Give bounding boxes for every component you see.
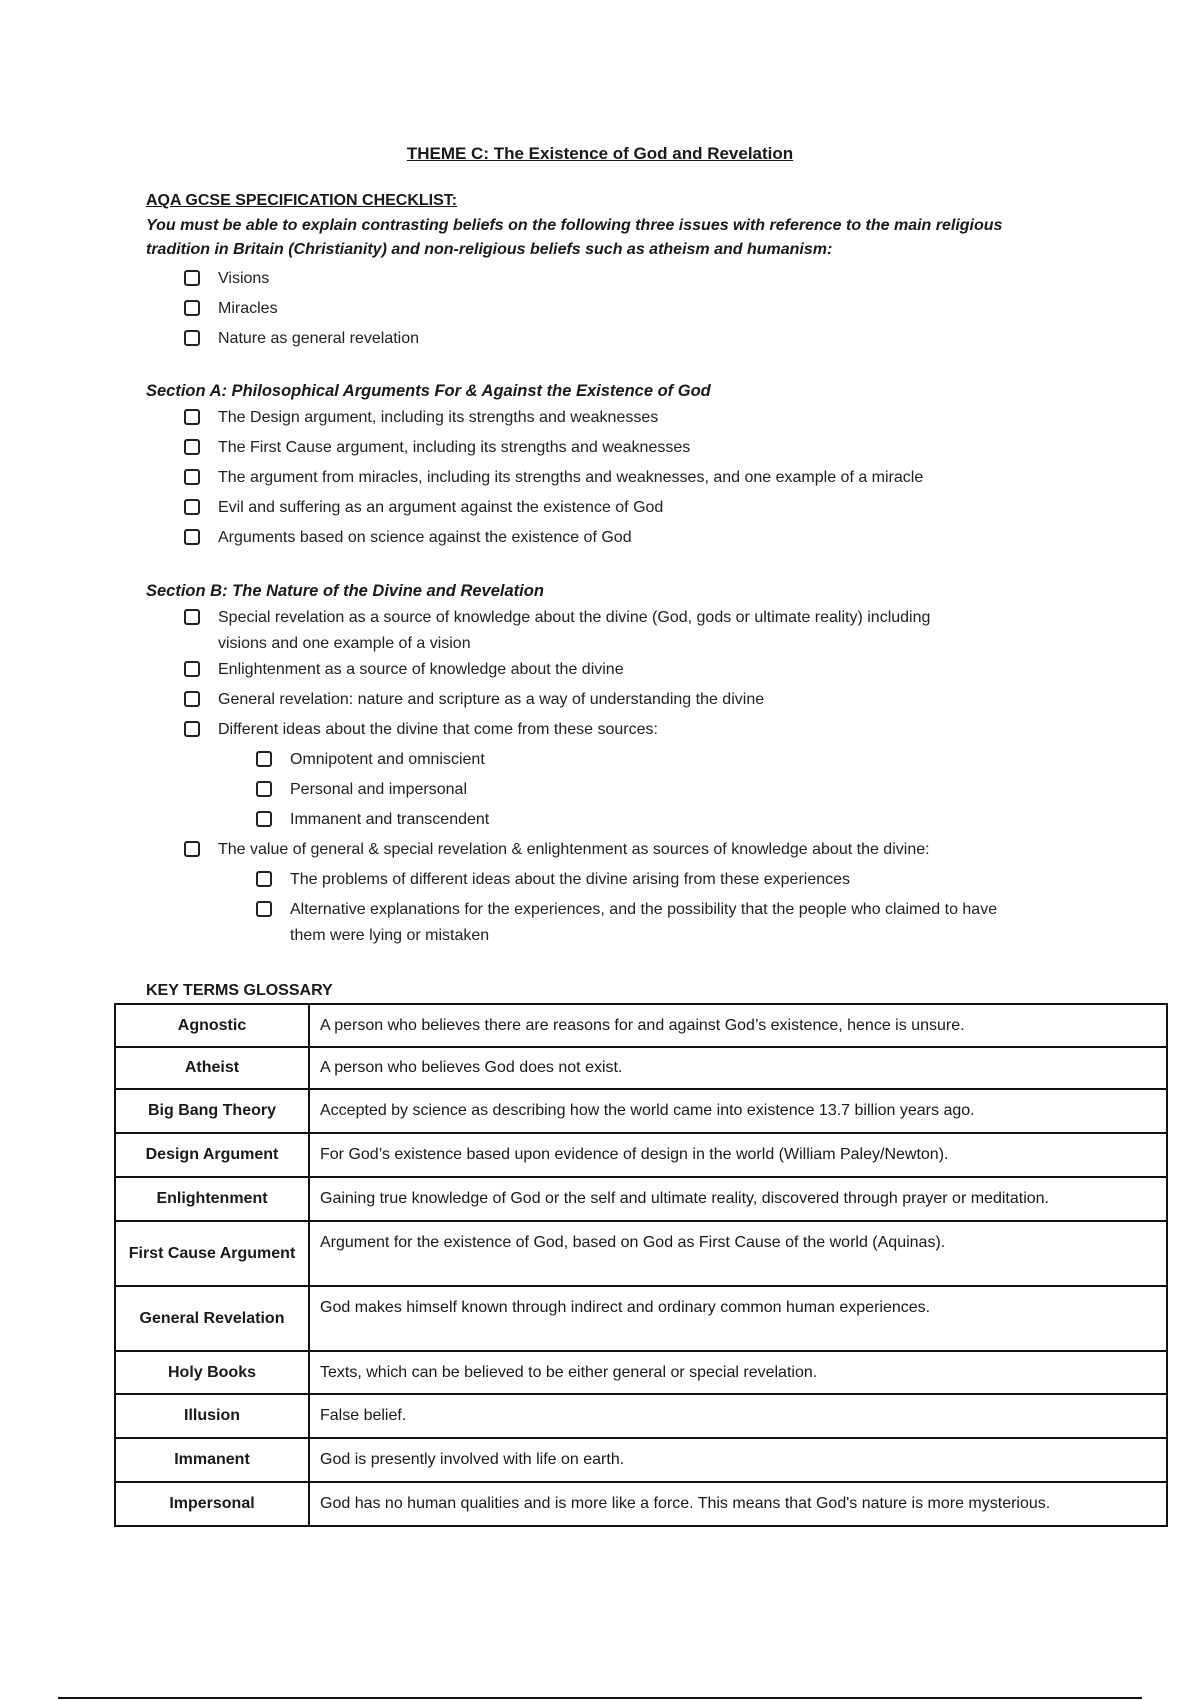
- checklist-subitem: Immanent and transcendent: [146, 807, 1066, 837]
- table-row: Illusion False belief.: [115, 1394, 1167, 1438]
- checkbox[interactable]: [256, 871, 272, 887]
- checklist-item: The value of general & special revelation & enlightenment as sources of knowledge about the divine:: [146, 837, 1066, 867]
- table-row: Immanent God is presently involved with life on earth.: [115, 1438, 1167, 1482]
- spec-heading: AQA GCSE SPECIFICATION CHECKLIST:: [146, 192, 458, 209]
- section-a: [146, 382, 1066, 555]
- table-row: Atheist A person who believes God does not exist.: [115, 1047, 1167, 1089]
- checkbox[interactable]: [184, 661, 200, 677]
- spec-list: [146, 266, 1066, 356]
- checklist-item: Enlightenment as a source of knowledge about the divine: [146, 657, 1066, 687]
- checkbox[interactable]: [256, 811, 272, 827]
- checkbox[interactable]: [184, 609, 200, 625]
- checklist-item: The argument from miracles, including its strengths and weaknesses, and one example of a miracle: [146, 465, 1066, 495]
- checkbox[interactable]: [184, 409, 200, 425]
- checklist-item: General revelation: nature and scripture as a way of understanding the divine: [146, 687, 1066, 717]
- table-row: Big Bang Theory Accepted by science as describing how the world came into existence 13.7 billion years ago.: [115, 1089, 1167, 1133]
- checkbox[interactable]: [184, 439, 200, 455]
- checkbox[interactable]: [256, 901, 272, 917]
- section-a-heading: Section A: Philosophical Arguments For & Against the Existence of God: [146, 382, 711, 400]
- checkbox[interactable]: [184, 529, 200, 545]
- footer-divider: [58, 1697, 1142, 1699]
- checklist-item: Different ideas about the divine that come from these sources:: [146, 717, 1066, 747]
- section-b: [146, 582, 1066, 949]
- table-row: Agnostic A person who believes there are reasons for and against God’s existence, hence is unsure.: [115, 1004, 1167, 1047]
- checklist-subitem: Alternative explanations for the experiences, and the possibility that the people who claimed to have them were lying or mistaken: [146, 897, 1066, 949]
- table-row: Enlightenment Gaining true knowledge of God or the self and ultimate reality, discovered through prayer or meditation.: [115, 1177, 1167, 1221]
- checkbox[interactable]: [184, 691, 200, 707]
- checkbox[interactable]: [184, 721, 200, 737]
- section-b-sublist-2: [146, 867, 1066, 949]
- glossary-table: [114, 1003, 1168, 1527]
- section-b-heading: Section B: The Nature of the Divine and Revelation: [146, 582, 544, 600]
- checklist-item: Miracles: [146, 296, 1066, 326]
- section-a-list: [146, 405, 1066, 555]
- checklist-item: The Design argument, including its strengths and weaknesses: [146, 405, 1066, 435]
- checklist-item: Evil and suffering as an argument against the existence of God: [146, 495, 1066, 525]
- checkbox[interactable]: [256, 781, 272, 797]
- checkbox[interactable]: [256, 751, 272, 767]
- table-row: General Revelation God makes himself known through indirect and ordinary common human experiences.: [115, 1286, 1167, 1351]
- checklist-item: Nature as general revelation: [146, 326, 1066, 356]
- section-b-sublist-1: [146, 747, 1066, 837]
- checklist-subitem: Omnipotent and omniscient: [146, 747, 1066, 777]
- table-row: Impersonal God has no human qualities and is more like a force. This means that God's nature is more mysterious.: [115, 1482, 1167, 1526]
- checklist-item: Visions: [146, 266, 1066, 296]
- checklist-item: Special revelation as a source of knowledge about the divine (God, gods or ultimate reality) including visions and one example of a vision: [146, 605, 1066, 657]
- table-row: Holy Books Texts, which can be believed to be either general or special revelation.: [115, 1351, 1167, 1394]
- checkbox[interactable]: [184, 270, 200, 286]
- checkbox[interactable]: [184, 469, 200, 485]
- checklist-subitem: Personal and impersonal: [146, 777, 1066, 807]
- checkbox[interactable]: [184, 330, 200, 346]
- checkbox[interactable]: [184, 499, 200, 515]
- checkbox[interactable]: [184, 300, 200, 316]
- section-b-list: [146, 605, 1066, 747]
- table-row: Design Argument For God’s existence based upon evidence of design in the world (William Paley/Newton).: [115, 1133, 1167, 1177]
- spec-intro: You must be able to explain contrasting beliefs on the following three issues with reference to the main religious tradition in Britain (Christianity) and non-religious beliefs such as atheism and humanism:: [146, 217, 1003, 258]
- checklist-item: The First Cause argument, including its strengths and weaknesses: [146, 435, 1066, 465]
- section-b-value-list: [146, 837, 1066, 867]
- checklist-item: Arguments based on science against the existence of God: [146, 525, 1066, 555]
- page-title: THEME C: The Existence of God and Revelation: [406, 144, 794, 163]
- glossary-heading: KEY TERMS GLOSSARY: [146, 982, 333, 999]
- checklist-subitem: The problems of different ideas about the divine arising from these experiences: [146, 867, 1066, 897]
- spec-checklist: [146, 192, 1066, 356]
- table-row: First Cause Argument Argument for the existence of God, based on God as First Cause of the world (Aquinas).: [115, 1221, 1167, 1286]
- checkbox[interactable]: [184, 841, 200, 857]
